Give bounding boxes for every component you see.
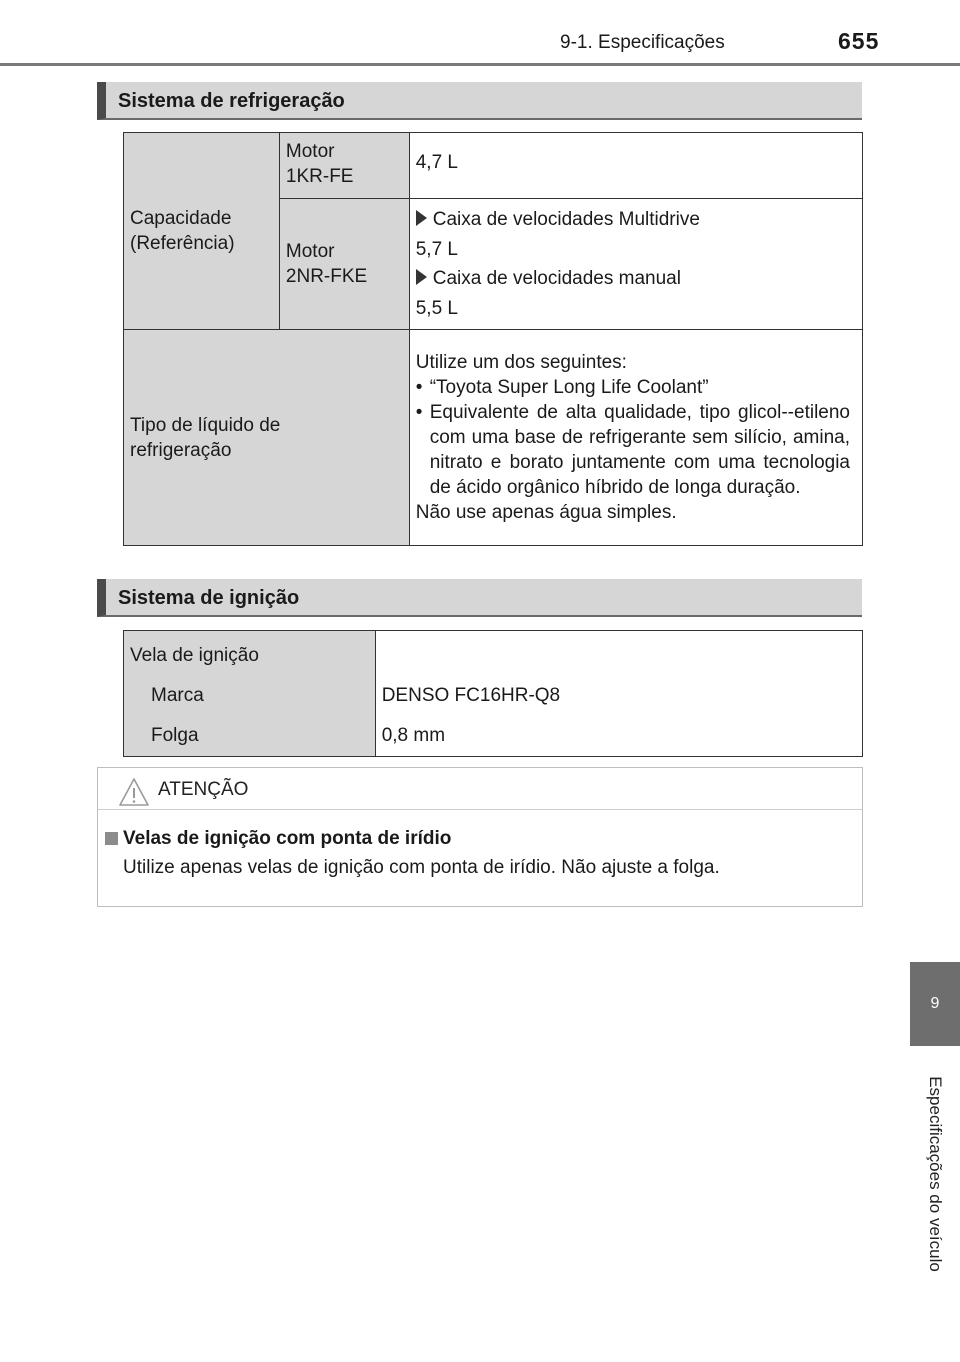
- brand-label: Marca: [151, 685, 204, 706]
- ignition-heading: [97, 579, 862, 617]
- square-bullet-icon: [105, 832, 118, 845]
- ignition-table: [123, 630, 863, 757]
- coolant-type-value: [409, 330, 862, 546]
- coolant-outro: Não use apenas água simples.: [415, 502, 677, 523]
- coolant-intro: Utilize um dos seguintes:: [415, 352, 627, 373]
- cooling-table: [123, 132, 863, 546]
- gap-value: 0,8 mm: [381, 725, 446, 746]
- cooling-heading: [97, 82, 862, 120]
- coolant-bullet: • “Toyota Super Long Life Coolant”: [415, 377, 709, 398]
- attention-box: [97, 767, 863, 907]
- engine1-value: 4,7 L: [409, 133, 862, 199]
- spark-plug-label: Vela de ignição: [130, 645, 259, 666]
- ignition-values: [375, 631, 862, 757]
- header-rule: [0, 63, 960, 66]
- chapter-tab: 9: [910, 962, 960, 1046]
- brand-value: DENSO FC16HR-Q8: [381, 685, 561, 706]
- capacity-manual: 5,5 L: [415, 297, 458, 319]
- ignition-heading-text: Sistema de ignição: [118, 587, 300, 609]
- capacity-multidrive: 5,7 L: [415, 238, 458, 260]
- arrow-right-icon: [416, 210, 427, 226]
- engine2-label: Motor 2NR-FKE: [279, 199, 409, 330]
- capacity-label: Capacidade (Referência): [124, 133, 280, 330]
- coolant-bullet: • Equivalente de alta qualidade, tipo glicol--etileno com uma base de refrigerante sem silício, amina, nitrato e borato juntamente com uma tecnologia de ácido orgânico híbrido de longa duração.: [415, 402, 850, 498]
- attention-header: [98, 768, 862, 810]
- attention-title: ATENÇÃO: [158, 779, 249, 800]
- transmission-manual: Caixa de velocidades manual: [416, 264, 856, 294]
- attention-body: Utilize apenas velas de ignição com ponta de irídio. Não ajuste a folga.: [123, 857, 720, 878]
- section-title: 9-1. Especificações: [560, 32, 725, 53]
- chapter-label-text: Especificações do veículo: [926, 1076, 946, 1272]
- arrow-right-icon: [416, 269, 427, 285]
- page-number: 655: [838, 28, 880, 54]
- transmission-multidrive: Caixa de velocidades Multidrive: [416, 205, 856, 235]
- warning-triangle-icon: [118, 777, 150, 807]
- engine2-values: [409, 199, 862, 330]
- cooling-heading-text: Sistema de refrigeração: [118, 90, 345, 112]
- attention-subtitle: Velas de ignição com ponta de irídio: [123, 828, 452, 849]
- engine1-label: Motor 1KR-FE: [279, 133, 409, 199]
- gap-label: Folga: [151, 725, 199, 746]
- coolant-type-label: Tipo de líquido de refrigeração: [124, 330, 410, 546]
- ignition-labels: [124, 631, 376, 757]
- chapter-label: [910, 1046, 960, 1302]
